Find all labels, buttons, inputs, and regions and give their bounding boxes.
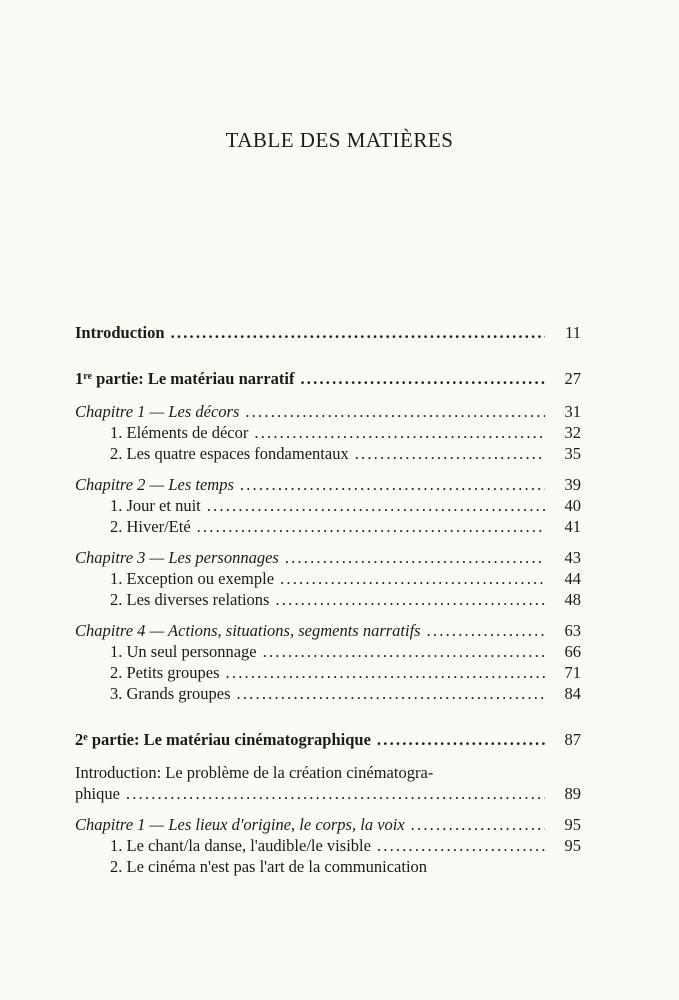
- toc-entry-section: 3. Grands groupes ..... 84: [75, 683, 581, 704]
- toc-entry-section: 2. Les diverses relations ..... 48: [75, 589, 581, 610]
- toc-entry-section: 1. Jour et nuit ..... 40: [75, 495, 581, 516]
- toc-entry-section: 1. Le chant/la danse, l'audible/le visible ..... 95: [75, 835, 581, 856]
- toc-entry-introduction: Introduction ..... 11: [75, 322, 581, 343]
- toc-entry-chapter: Chapitre 1 — Les décors ..... 31: [75, 401, 581, 422]
- toc-entry-section: 2. Petits groupes ..... 71: [75, 662, 581, 683]
- toc-entry-chapter: Chapitre 4 — Actions, situations, segments narratifs ..... 63: [75, 620, 581, 641]
- toc-entry-introduction-part-2: Introduction: Le problème de la création cinématogra-: [75, 763, 434, 782]
- page-title: TABLE DES MATIÈRES: [225, 128, 454, 152]
- toc-entry-introduction-part-2-cont: phique ..... 89: [75, 783, 581, 804]
- toc-entry-section: 2. Hiver/Eté ..... 41: [75, 516, 581, 537]
- toc-entry-part-1: 1re partie: Le matériau narratif ..... 27: [75, 366, 581, 387]
- toc-entry-chapter: Chapitre 1 — Les lieux d'origine, le corps, la voix ..... 95: [75, 814, 581, 835]
- toc-entry-section: 1. Exception ou exemple ..... 44: [75, 568, 581, 589]
- toc-entry-part-2: 2e partie: Le matériau cinématographique ..... 87: [75, 727, 581, 748]
- toc-entry-section: 2. Le cinéma n'est pas l'art de la communication: [110, 857, 428, 876]
- toc-entry-chapter: Chapitre 2 — Les temps ..... 39: [75, 474, 581, 495]
- toc-entry-section: 2. Les quatre espaces fondamentaux ..... 35: [75, 443, 581, 464]
- toc-entry-chapter: Chapitre 3 — Les personnages ..... 43: [75, 547, 581, 568]
- table-of-contents: [75, 322, 581, 877]
- toc-entry-section: 1. Un seul personnage ..... 66: [75, 641, 581, 662]
- toc-entry-section: 1. Eléments de décor ..... 32: [75, 422, 581, 443]
